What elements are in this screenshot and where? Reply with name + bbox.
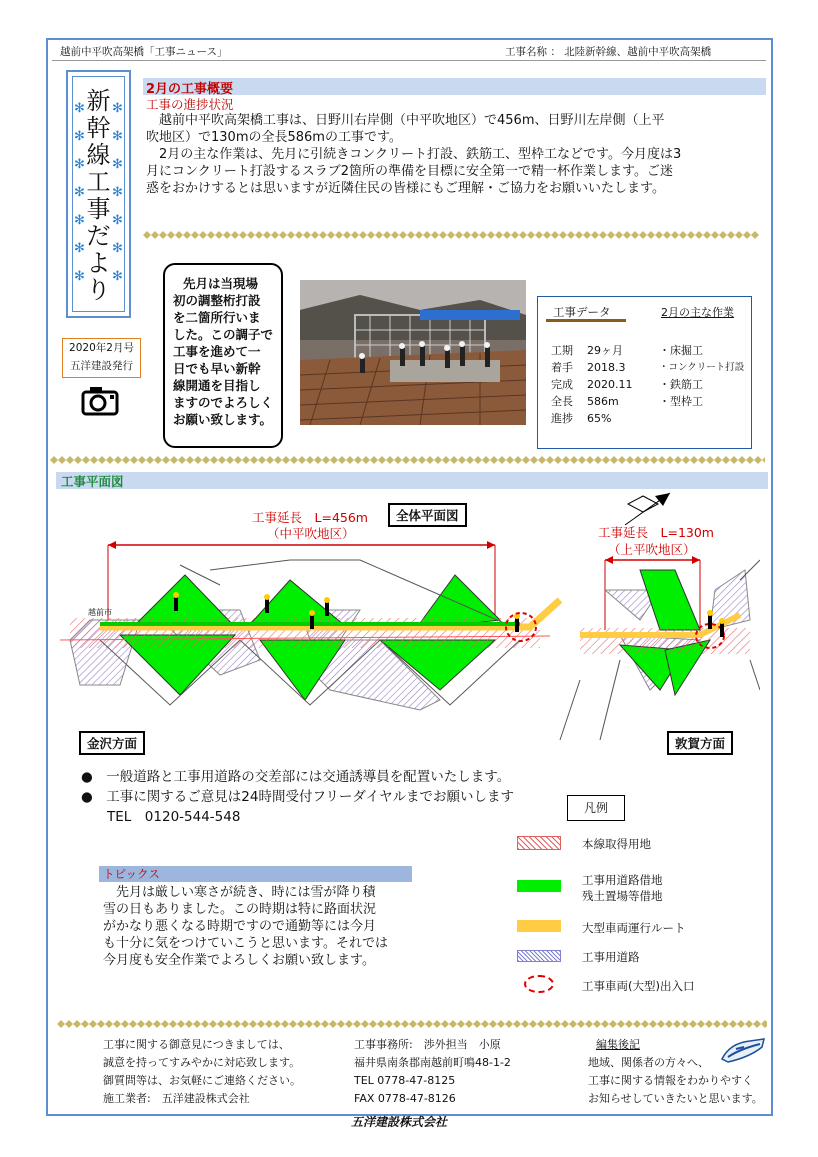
legend-swatch-entrance [524, 975, 554, 993]
site-plan-drawing [60, 490, 760, 760]
overall-plan-label: 全体平面図 [388, 503, 467, 527]
topics-line: 今月度も安全作業でよろしくお願い致します。 [103, 953, 375, 968]
data-label: 全長 [551, 395, 573, 408]
decorative-divider [50, 456, 765, 464]
masthead-char: 新 [86, 87, 111, 115]
town-label: 越前市 [88, 608, 112, 617]
hotline-tel: TEL 0120-544-548 [107, 809, 241, 825]
data-label: 工期 [551, 344, 573, 357]
overview-line: 月にコンクリート打設するスラブ2箇所の準備を目標に安全第一で精一杯作業します。ご迷 [146, 164, 673, 179]
footer-contact [103, 1036, 301, 1108]
snowflake-icon: ✻ [74, 269, 85, 284]
snowflake-icon: ✻ [74, 129, 85, 144]
footer-line: TEL 0778-47-8125 [354, 1074, 456, 1087]
masthead-char: だ [86, 222, 111, 250]
legend-construction-road: 工事用道路 [582, 950, 640, 964]
notice-traffic: 一般道路と工事用道路の交差部には交通誘導員を配置いたします。 [106, 769, 511, 785]
overview-line: 惑をおかけするとは思いますが近隣住民の皆様にもご理解・ご協力をお願いいたします。 [146, 181, 665, 196]
data-value: 2018.3 [587, 361, 626, 374]
footer-line: 地域、関係者の方々へ、 [588, 1056, 709, 1069]
notice-hotline: 工事に関するご意見は24時間受付フリーダイヤルまでお願いします [106, 789, 515, 805]
bullet-icon: ● [81, 769, 93, 785]
right-length-label: 工事延長 L=130m [598, 525, 714, 540]
snowflake-icon: ✻ [112, 269, 123, 284]
masthead-char: 事 [86, 195, 111, 223]
plan-heading: 工事平面図 [61, 474, 124, 489]
callout-line: お願い致します。 [173, 412, 273, 427]
left-length-label: 工事延長 L=456m [252, 510, 368, 525]
snowflake-icon: ✻ [112, 241, 123, 256]
callout-line: を二箇所行いま [173, 310, 261, 325]
overview-line: 越前中平吹高架橋工事は、日野川右岸側（中平吹地区）で456m、日野川左岸側（上平 [159, 113, 665, 128]
snowflake-icon: ✻ [74, 157, 85, 172]
callout-line: 日でも早い新幹 [173, 361, 261, 376]
issue-publisher: 五洋建設発行 [70, 360, 133, 372]
topics-text [103, 884, 388, 969]
overview-heading: 2月の工事概要 [146, 82, 234, 97]
masthead-char: 工 [86, 168, 111, 196]
callout-line: 先月は当現場 [183, 276, 259, 291]
construction-photo [300, 280, 526, 425]
overview-text [146, 112, 766, 197]
callout-line: した。この調子で [173, 327, 274, 342]
callout-line: 工事を進めて一 [173, 344, 261, 359]
works-list [659, 342, 744, 410]
project-data-box [537, 296, 752, 449]
data-labels [551, 342, 573, 427]
company-name: 五洋建設株式会社 [351, 1115, 448, 1129]
masthead-char: よ [86, 249, 111, 277]
header-divider [52, 60, 766, 61]
snowflake-icon: ✻ [112, 213, 123, 228]
legend-swatch-mainline [517, 836, 561, 850]
work-item: ・型枠工 [659, 395, 703, 408]
data-title-underline [546, 319, 626, 322]
issue-info [62, 338, 141, 378]
snowflake-icon: ✻ [74, 185, 85, 200]
left-area-label: （中平吹地区） [267, 526, 355, 541]
callout-bubble [163, 263, 283, 448]
footer-office [354, 1036, 511, 1108]
plan-heading-bar [56, 472, 768, 489]
footer-line: 福井県南条郡南越前町鳴48-1-2 [354, 1056, 511, 1069]
footer-line: お知らせしていきたいと思います。 [588, 1092, 763, 1105]
topics-line: 雪の日もありました。この時期は特に路面状況 [103, 902, 377, 917]
callout-line: ますのでよろしく [173, 395, 274, 410]
data-label: 着手 [551, 361, 573, 374]
footer-line: 工事に関する御意見につきましては、 [103, 1038, 290, 1051]
work-item: ・床掘工 [659, 344, 703, 357]
overview-line: 吹地区）で130mの全長586mの工事です。 [146, 130, 402, 145]
header-newsletter-name: 越前中平吹高架橋「工事ニュース」 [60, 46, 228, 58]
tsuruga-direction-label: 敦賀方面 [667, 731, 733, 755]
legend-swatch-construction-road [517, 950, 561, 962]
footer-line: 誠意を持ってすみやかに対応致します。 [103, 1056, 301, 1069]
legend-lease-road: 工事用道路借地 [582, 873, 663, 887]
snowflake-icon: ✻ [112, 101, 123, 116]
editorial-title: 編集後記 [596, 1038, 640, 1051]
legend-swatch-route [517, 920, 561, 932]
snowflake-icon: ✻ [112, 157, 123, 172]
snowflake-icon: ✻ [74, 241, 85, 256]
masthead-title-box [66, 70, 131, 318]
data-label: 進捗 [551, 412, 573, 425]
header-project-name: 工事名称 ： 北陸新幹線、越前中平吹高架橋 [505, 46, 712, 58]
masthead-char: 幹 [86, 114, 111, 142]
data-label: 完成 [551, 378, 573, 391]
decorative-divider [143, 231, 759, 239]
data-value: 29ヶ月 [587, 344, 623, 357]
callout-line: 線開通を目指し [173, 378, 261, 393]
work-item: ・鉄筋工 [659, 378, 703, 391]
footer-line: 御質問等は、お気軽にご連絡ください。 [103, 1074, 301, 1087]
masthead-char: り [86, 276, 111, 304]
overview-heading-bar [143, 78, 766, 95]
right-area-label: （上平吹地区） [608, 542, 696, 557]
shinkansen-icon [720, 1035, 766, 1065]
works-title: 2月の主な作業 [661, 306, 734, 319]
kanazawa-direction-label: 金沢方面 [79, 731, 145, 755]
legend-vehicle-entrance: 工事車両(大型)出入口 [582, 979, 695, 993]
data-value: 65% [587, 412, 612, 425]
decorative-divider [57, 1020, 767, 1028]
topics-line: も十分に気をつけていこうと思います。それでは [103, 936, 388, 951]
topics-heading: トピックス [103, 867, 160, 881]
snowflake-icon: ✻ [112, 185, 123, 200]
snowflake-icon: ✻ [74, 101, 85, 116]
legend-mainline: 本線取得用地 [582, 837, 651, 851]
issue-date: 2020年2月号 [69, 342, 134, 354]
notices [81, 767, 514, 827]
legend-heavy-route: 大型車両運行ルート [582, 921, 686, 935]
data-value: 2020.11 [587, 378, 633, 391]
footer-line: 工事事務所: 渉外担当 小原 [354, 1038, 501, 1051]
data-values [587, 342, 633, 427]
overview-line: 2月の主な作業は、先月に引続きコンクリート打設、鉄筋工、型枠工などです。今月度は3 [159, 147, 682, 162]
snowflake-icon: ✻ [74, 213, 85, 228]
work-item: ・コンクリート打設 [659, 362, 745, 373]
topics-line: 先月は厳しい寒さが続き、時には雪が降り積 [116, 885, 376, 900]
snowflake-icon: ✻ [112, 129, 123, 144]
data-value: 586m [587, 395, 619, 408]
legend-swatch-lease [517, 880, 561, 892]
callout-line: 初の調整桁打設 [173, 293, 261, 308]
bullet-icon: ● [81, 789, 93, 805]
legend-title: 凡例 [567, 795, 625, 821]
data-title: 工事データ [553, 305, 611, 319]
topics-line: がかなり悪くなる時期ですので通勤等には今月 [103, 919, 377, 934]
camera-icon [80, 384, 120, 416]
masthead-char: 線 [86, 141, 111, 169]
footer-line: 工事に関する情報をわかりやすく [588, 1074, 753, 1087]
legend-lease-spoil: 残土置場等借地 [582, 889, 663, 903]
footer-line: 施工業者: 五洋建設株式会社 [103, 1092, 250, 1105]
footer-line: FAX 0778-47-8126 [354, 1092, 456, 1105]
progress-subheading: 工事の進捗状況 [146, 97, 234, 112]
